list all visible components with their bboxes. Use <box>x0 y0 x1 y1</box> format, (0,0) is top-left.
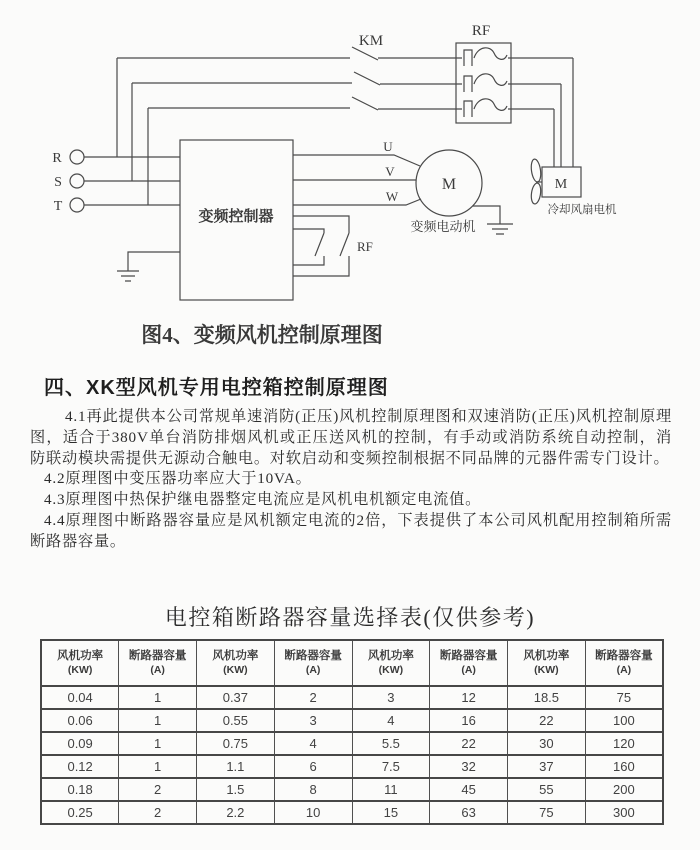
col-header-line2: (KW) <box>378 664 404 676</box>
cell: 18.5 <box>508 686 586 709</box>
km-contact-3 <box>352 97 378 110</box>
col-header-line1: 断路器容量 <box>284 650 342 662</box>
table-row <box>41 778 663 801</box>
table-row <box>41 686 663 709</box>
v-label: V <box>385 164 395 179</box>
cell: 1.5 <box>197 778 275 801</box>
fan-m-label: M <box>554 177 568 192</box>
cell: 1 <box>119 732 197 755</box>
cell: 0.55 <box>197 709 275 732</box>
cell: 75 <box>585 686 663 709</box>
cell: 37 <box>508 755 586 778</box>
cell: 200 <box>585 778 663 801</box>
terminal-s <box>70 174 84 188</box>
section-4 <box>30 371 672 553</box>
col-header-line1: 断路器容量 <box>439 650 498 662</box>
col-header-line2: (KW) <box>67 664 93 676</box>
col-header-line2: (A) <box>461 664 476 676</box>
col-header-line1: 风机功率 <box>367 650 414 662</box>
rf-feedback-outer <box>293 216 349 276</box>
cell: 1.1 <box>197 755 275 778</box>
table-row <box>41 709 663 732</box>
rf-feedback-inner <box>293 229 324 265</box>
col-header-line1: 断路器容量 <box>595 650 653 662</box>
fan-caption: 冷却风扇电机 <box>547 204 617 216</box>
col-header <box>585 640 663 686</box>
cell: 2 <box>119 801 197 824</box>
cell: 55 <box>508 778 586 801</box>
cell: 0.25 <box>41 801 119 824</box>
rf-side-label: RF <box>357 239 373 254</box>
cell: 16 <box>430 709 508 732</box>
terminal-r <box>70 150 84 164</box>
fan-blade-bottom <box>530 182 542 204</box>
table-row <box>41 732 663 755</box>
col-header-line2: (A) <box>616 664 632 676</box>
takeoff-wires <box>117 58 148 205</box>
col-header-line1: 风机功率 <box>57 650 104 662</box>
u-label: U <box>383 139 393 154</box>
controller-ground <box>117 252 180 281</box>
cell: 1 <box>119 709 197 732</box>
wiring <box>70 43 581 300</box>
terminal-s-label: S <box>54 175 62 190</box>
table-title: 电控箱断路器容量选择表(仅供参考) <box>164 605 536 630</box>
cell: 22 <box>430 732 508 755</box>
cell: 3 <box>352 686 430 709</box>
cell: 75 <box>508 801 586 824</box>
cell: 6 <box>274 755 352 778</box>
cell: 32 <box>430 755 508 778</box>
col-header <box>508 640 586 686</box>
col-header-line2: (KW) <box>534 664 559 676</box>
cell: 7.5 <box>352 755 430 778</box>
controller-label: 变频控制器 <box>198 209 274 225</box>
cell: 45 <box>430 778 508 801</box>
breaker-selection-table <box>40 639 664 825</box>
col-header-line1: 断路器容量 <box>128 650 187 662</box>
terminal-t-label: T <box>53 199 63 214</box>
cell: 1 <box>119 755 197 778</box>
w-label: W <box>385 189 399 204</box>
motor-ground <box>473 206 513 234</box>
col-header <box>41 640 119 686</box>
cell: 0.75 <box>197 732 275 755</box>
cell: 160 <box>585 755 663 778</box>
col-header-line2: (A) <box>150 664 165 676</box>
col-header-line1: 风机功率 <box>523 650 570 662</box>
col-header <box>430 640 508 686</box>
col-header-line2: (A) <box>305 664 321 676</box>
col-header-line2: (KW) <box>223 664 248 676</box>
col-header <box>352 640 430 686</box>
rf-heater-1 <box>464 50 472 66</box>
cell: 0.04 <box>41 686 119 709</box>
cell: 120 <box>585 732 663 755</box>
table-row <box>41 755 663 778</box>
cell: 300 <box>585 801 663 824</box>
paragraph-4-3: 4.3原理图中热保护继电器整定电流应是风机电机额定电流值。 <box>44 491 482 509</box>
cell: 0.37 <box>197 686 275 709</box>
figure4-circuit-diagram <box>0 0 700 360</box>
section-heading: 四、XK型风机专用电控箱控制原理图 <box>44 377 389 399</box>
paragraph-4-4: 4.4原理图中断路器容量应是风机额定电流的2倍，下表提供了本公司风机配用控制箱所需断路器容量。 <box>30 511 672 550</box>
paragraph-4-1: 4.1再此提供本公司常规单速消防(正压)风机控制原理图和双速消防(正压)风机控制原理图，适合于380V单台消防排烟风机或正压送风机的控制，有手动或消防系统自动控制，消防联动模块需提供无源动合触电。对软启动和变频控制根据不同品牌的元器件需专门设计。 <box>30 408 672 467</box>
table-row <box>41 801 663 824</box>
col-header <box>197 640 275 686</box>
fan-feed-1 <box>508 58 573 167</box>
cell: 0.09 <box>41 732 119 755</box>
cell: 2.2 <box>197 801 275 824</box>
cell: 2 <box>274 686 352 709</box>
cell: 4 <box>352 709 430 732</box>
col-header <box>274 640 352 686</box>
km-label: KM <box>358 33 384 49</box>
cell: 100 <box>585 709 663 732</box>
cell: 10 <box>274 801 352 824</box>
cell: 0.12 <box>41 755 119 778</box>
col-header <box>119 640 197 686</box>
rf-heater-3 <box>464 101 472 117</box>
phase-wires-left <box>117 58 352 108</box>
table-header-row <box>41 640 663 686</box>
phase-wires-mid <box>378 58 462 109</box>
cell: 0.18 <box>41 778 119 801</box>
w-wire <box>293 199 421 205</box>
cell: 1 <box>119 686 197 709</box>
cell: 22 <box>508 709 586 732</box>
cell: 0.06 <box>41 709 119 732</box>
motor-m-label: M <box>441 176 457 193</box>
paragraph-4-2: 4.2原理图中变压器功率应大于10VA。 <box>44 470 312 488</box>
rf-element-3 <box>474 99 507 111</box>
cell: 2 <box>119 778 197 801</box>
figure-caption: 图4、变频风机控制原理图 <box>141 323 383 347</box>
cell: 30 <box>508 732 586 755</box>
col-header-line1: 风机功率 <box>212 650 259 662</box>
cell: 63 <box>430 801 508 824</box>
motor-caption: 变频电动机 <box>410 219 476 234</box>
fan-feed-3 <box>508 109 554 167</box>
terminal-r-label: R <box>52 151 62 166</box>
fan-blade-top <box>530 158 542 182</box>
km-contact-2 <box>354 72 380 85</box>
terminal-t <box>70 198 84 212</box>
circuit-diagram-svg <box>0 0 700 360</box>
rf-element-1 <box>474 48 507 60</box>
fan-feed-2 <box>508 84 561 167</box>
rf-top-label: RF <box>471 23 491 39</box>
cell: 5.5 <box>352 732 430 755</box>
cell: 11 <box>352 778 430 801</box>
cell: 12 <box>430 686 508 709</box>
rf-heater-2 <box>464 76 472 92</box>
rf-element-2 <box>474 74 507 86</box>
cell: 15 <box>352 801 430 824</box>
cell: 3 <box>274 709 352 732</box>
cell: 8 <box>274 778 352 801</box>
cell: 4 <box>274 732 352 755</box>
u-wire <box>293 155 420 166</box>
